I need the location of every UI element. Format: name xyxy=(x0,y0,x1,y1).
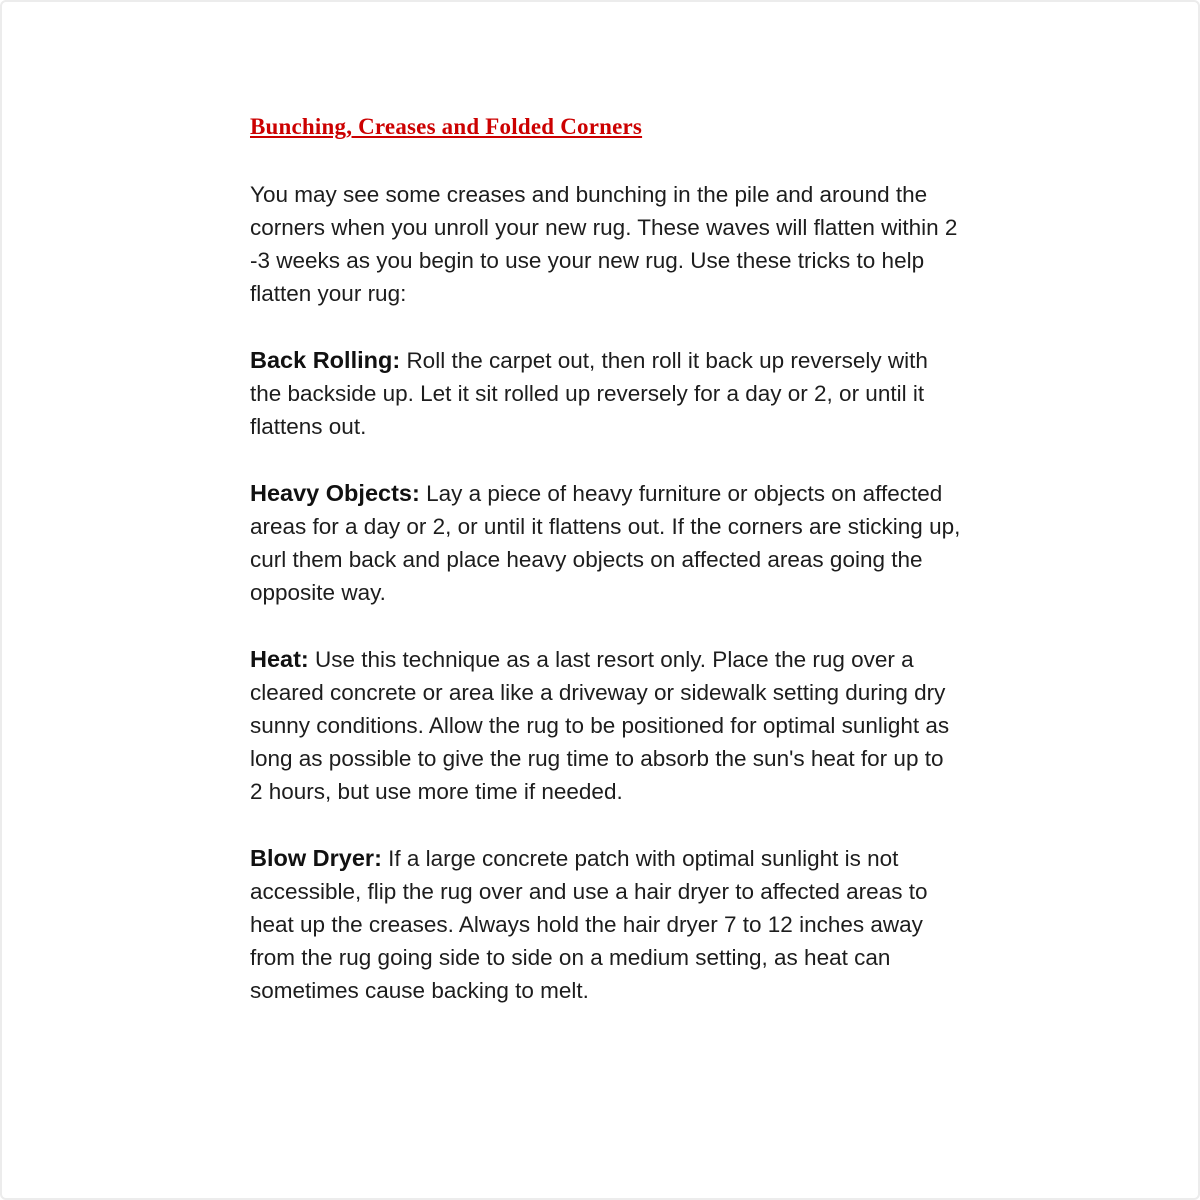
section-blow-dryer xyxy=(250,842,962,1007)
section-back-rolling xyxy=(250,344,962,443)
section-heat-label: Heat: xyxy=(250,646,309,672)
section-blow-dryer-text: If a large concrete patch with optimal sunlight is not accessible, flip the rug over and use a hair dryer to affected areas to heat up the creases. Always hold the hair dryer 7 to 12 inches away from the rug going side to side on a medium setting, as heat can sometimes cause backing to melt. xyxy=(250,846,928,1003)
page-title: Bunching, Creases and Folded Corners xyxy=(250,114,643,139)
section-heavy-objects-label: Heavy Objects: xyxy=(250,480,420,506)
section-back-rolling-label: Back Rolling: xyxy=(250,347,401,373)
section-heat-text: Use this technique as a last resort only. Place the rug over a cleared concrete or area like a driveway or sidewalk setting during dry sunny conditions. Allow the rug to be positioned for optimal sunlight as long as possible to give the rug time to absorb the sun's heat for up to 2 hours, but use more time if needed. xyxy=(250,647,950,804)
section-heavy-objects-text: Lay a piece of heavy furniture or objects on affected areas for a day or 2, or until it flattens out. If the corners are sticking up, curl them back and place heavy objects on affected areas going the opposite way. xyxy=(250,481,961,605)
section-heat xyxy=(250,643,962,808)
document-body xyxy=(250,114,962,1007)
section-back-rolling-text: Roll the carpet out, then roll it back up reversely with the backside up. Let it sit rolled up reversely for a day or 2, or until it flattens out. xyxy=(250,348,928,439)
intro-paragraph: You may see some creases and bunching in the pile and around the corners when you unroll your new rug. These waves will flatten within 2 -3 weeks as you begin to use your new rug. Use these tricks to help flatten your rug: xyxy=(250,182,958,306)
section-blow-dryer-label: Blow Dryer: xyxy=(250,845,382,871)
section-heavy-objects xyxy=(250,477,962,609)
